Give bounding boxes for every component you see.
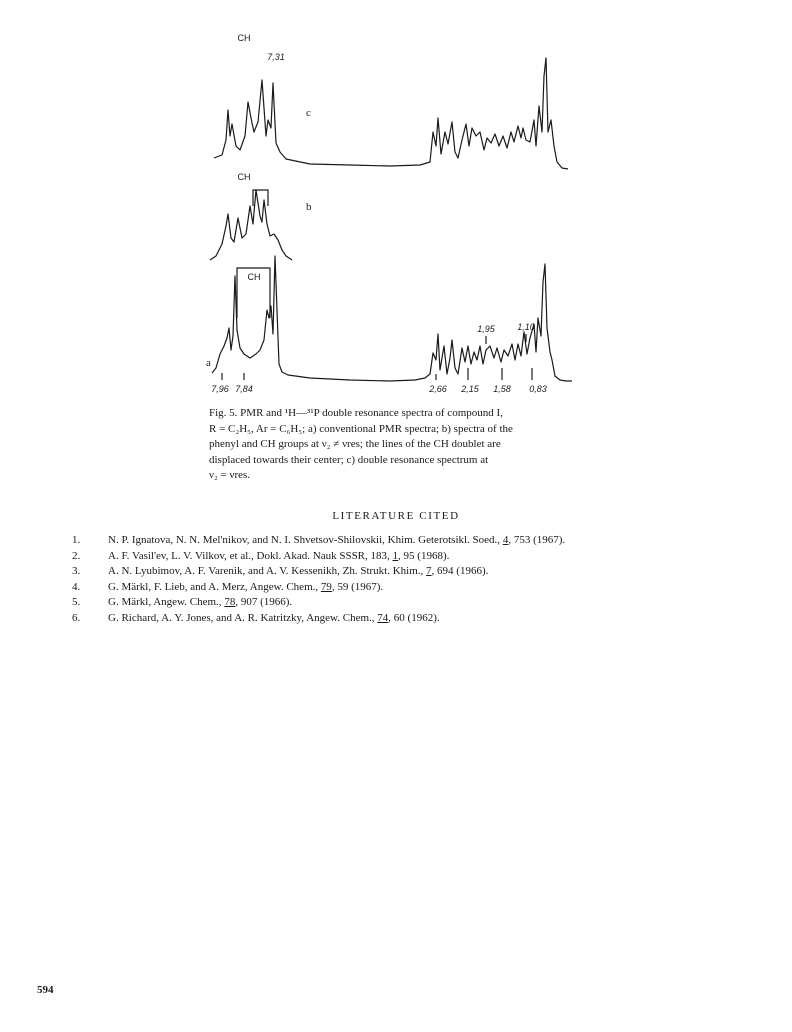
caption-line: ν₂ = νres. bbox=[209, 469, 251, 481]
page-number: 594 bbox=[37, 984, 54, 996]
panel-c-letter: c bbox=[306, 107, 311, 119]
bottom-label-2-15: 2,15 bbox=[461, 384, 479, 394]
figure-caption bbox=[209, 406, 589, 484]
reference-item bbox=[72, 549, 712, 565]
reference-item bbox=[72, 564, 712, 580]
panel-b-ch-label: CH bbox=[237, 172, 251, 182]
caption-line: phenyl and CH groups at ν₂ ≠ νres; the lines of the CH doublet are bbox=[209, 438, 501, 450]
reference-text: G. Märkl, F. Lieb, and A. Merz, Angew. Chem., 79, 59 (1967). bbox=[108, 580, 384, 593]
caption-line: R = C₂H₅, Ar = C₆H₅; a) conventional PMR spectra; b) spectra of the bbox=[209, 422, 513, 435]
bottom-label-0-83: 0,83 bbox=[529, 384, 547, 394]
reference-item bbox=[72, 595, 712, 611]
reference-number: 1. bbox=[72, 534, 81, 546]
reference-number: 2. bbox=[72, 549, 81, 562]
panel-a-letter: a bbox=[206, 357, 211, 369]
reference-item bbox=[72, 611, 712, 627]
panel-a-ch-label: CH bbox=[247, 272, 261, 282]
bottom-label-2-66: 2,66 bbox=[429, 384, 447, 394]
pmr-spectra-figure bbox=[200, 28, 590, 400]
panel-c-ch-label: CH bbox=[237, 33, 251, 43]
reference-list bbox=[72, 533, 712, 627]
section-title: LITERATURE CITED bbox=[332, 510, 460, 522]
reference-item bbox=[72, 533, 712, 549]
reference-text: A. N. Lyubimov, A. F. Varenik, and A. V. Kessenikh, Zh. Strukt. Khim., 7, 694 (1966). bbox=[108, 565, 489, 578]
bottom-label-1-58: 1,58 bbox=[493, 384, 511, 394]
reference-number: 6. bbox=[72, 611, 81, 624]
spectrum-c-trace bbox=[214, 58, 568, 169]
reference-item bbox=[72, 580, 712, 596]
upper-label-1-95: 1,95 bbox=[477, 324, 495, 334]
reference-text: G. Märkl, Angew. Chem., 78, 907 (1966). bbox=[108, 596, 293, 609]
reference-number: 4. bbox=[72, 580, 81, 593]
caption-line: displaced towards their center; c) double resonance spectrum at bbox=[209, 453, 489, 466]
panel-b-letter: b bbox=[306, 201, 312, 213]
bottom-label-7-84: 7,84 bbox=[235, 384, 253, 394]
spectrum-b-trace bbox=[210, 190, 292, 260]
reference-text: A. F. Vasil'ev, L. V. Vilkov, et al., Dokl. Akad. Nauk SSSR, 183, 1, 95 (1968). bbox=[108, 549, 450, 562]
reference-number: 5. bbox=[72, 596, 81, 609]
upper-label-1-10: 1,10 bbox=[517, 322, 535, 332]
panel-c-peak-label: 7,31 bbox=[267, 52, 285, 62]
reference-text: N. P. Ignatova, N. N. Mel'nikov, and N. I. Shvetsov-Shilovskii, Khim. Geterotsikl. Soed., 4, 753 (1967). bbox=[108, 534, 566, 546]
bottom-label-7-96: 7,96 bbox=[211, 384, 229, 394]
reference-text: G. Richard, A. Y. Jones, and A. R. Katritzky, Angew. Chem., 74, 60 (1962). bbox=[108, 611, 440, 624]
caption-line: Fig. 5. PMR and ¹H—³¹P double resonance spectra of compound I, bbox=[209, 407, 503, 419]
spectrum-a-trace bbox=[212, 256, 572, 381]
reference-number: 3. bbox=[72, 565, 81, 578]
